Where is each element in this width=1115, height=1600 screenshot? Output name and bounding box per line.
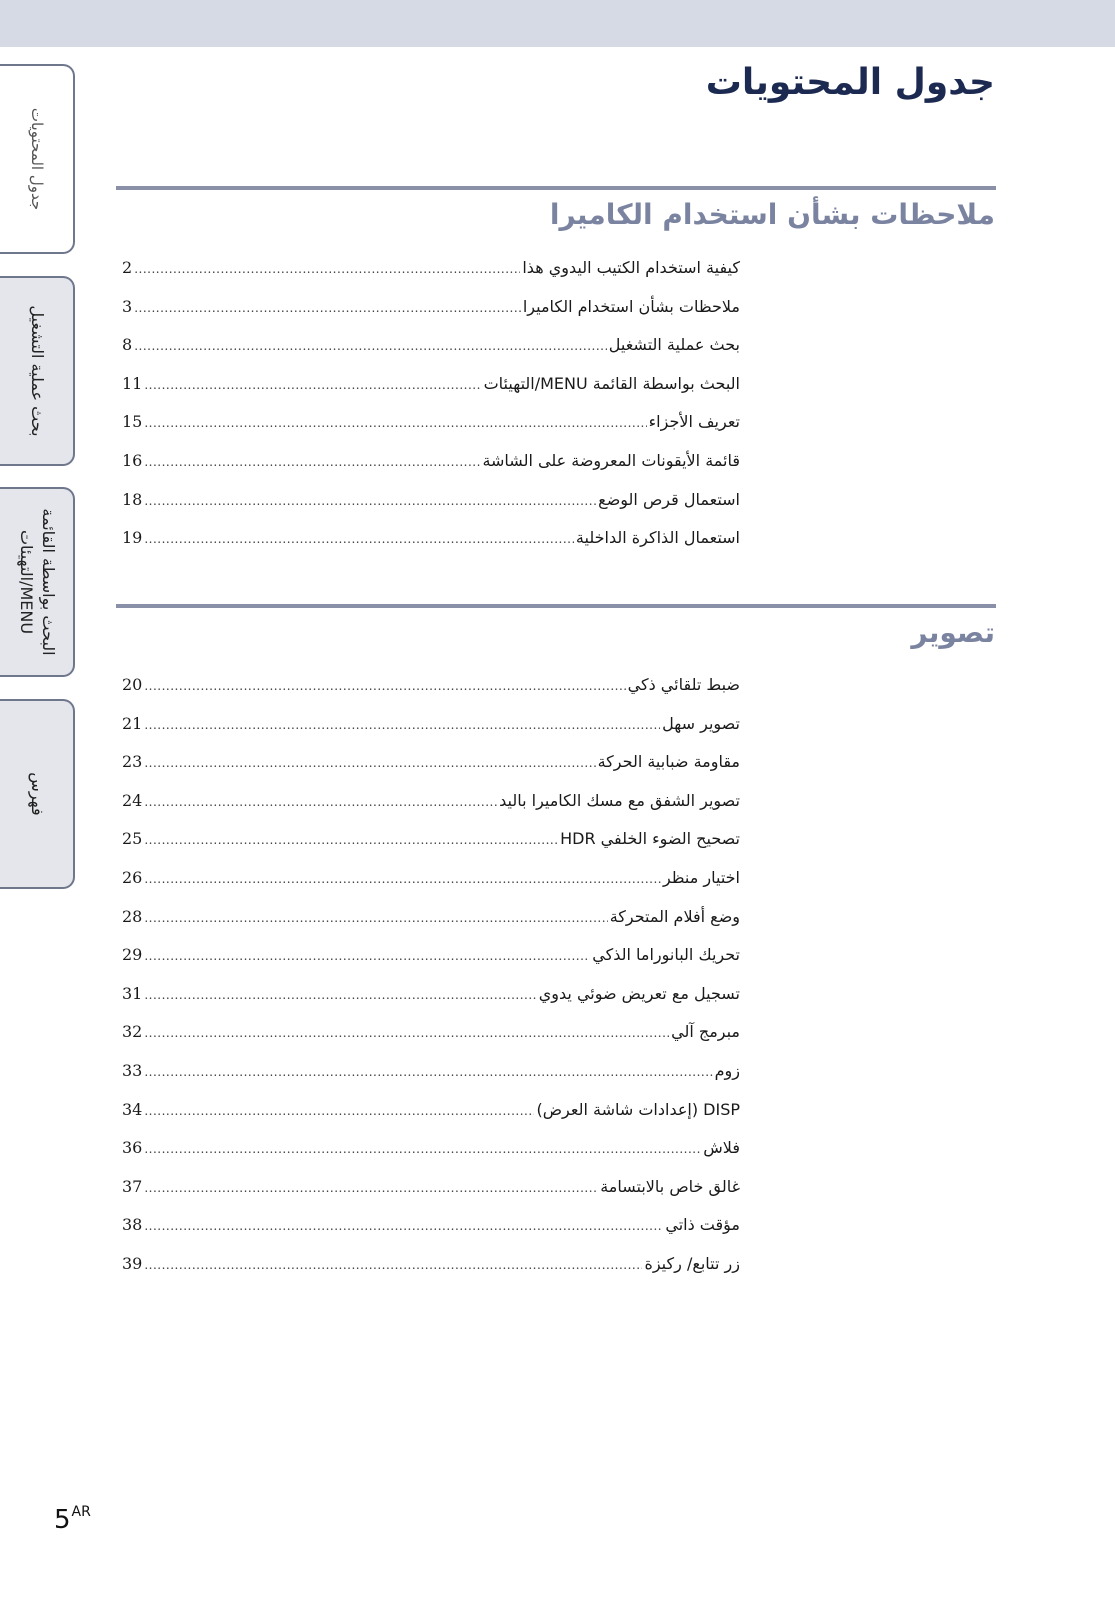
toc-entry-label: تصوير الشفق مع مسك الكاميرا باليد: [499, 790, 740, 810]
toc-entry-label: ملاحظات بشأن استخدام الكاميرا: [522, 296, 740, 316]
toc-entry[interactable]: [122, 859, 740, 898]
dot-leader: [144, 520, 574, 559]
section-heading-shooting: تصوير: [911, 616, 995, 649]
toc-entry-label: البحث بواسطة القائمة MENU/التهيئات: [483, 373, 740, 393]
dot-leader: [144, 744, 595, 783]
dot-leader: [144, 404, 646, 443]
toc-entry-label: غالق خاص بالابتسامة: [600, 1176, 740, 1196]
toc-entry-label: استعمال قرص الوضع: [598, 489, 740, 509]
toc-entry[interactable]: [122, 481, 740, 520]
toc-entry-label: فلاش: [703, 1138, 740, 1158]
page-number-suffix: AR: [71, 1504, 91, 1520]
section-divider: [116, 604, 996, 608]
toc-entry-label: وضع أفلام المتحركة: [609, 906, 740, 926]
toc-entry[interactable]: [122, 442, 740, 481]
side-tab-label: بحث عملية التشغيل: [27, 305, 47, 437]
toc-entry[interactable]: [122, 782, 740, 821]
toc-entry-page: 25: [122, 829, 143, 849]
toc-entry[interactable]: [122, 288, 740, 327]
toc-entry[interactable]: [122, 1013, 740, 1052]
toc-entry[interactable]: [122, 1052, 740, 1091]
side-tab-operation-search[interactable]: [0, 276, 75, 466]
page-number: [54, 1504, 91, 1535]
toc-entry-page: 37: [122, 1176, 143, 1196]
toc-entry-label: مقاومة ضبابية الحركة: [597, 752, 740, 772]
toc-entry-page: 8: [122, 335, 133, 355]
toc-entry[interactable]: [122, 365, 740, 404]
side-tab-label: جدول المحتويات: [27, 107, 46, 211]
toc-entry-page: 2: [122, 258, 133, 277]
toc-entry-label: تحريك البانوراما الذكي: [592, 945, 740, 965]
toc-entry-page: 24: [122, 790, 143, 810]
toc-entry[interactable]: [122, 1245, 740, 1284]
toc-entry-label: استعمال الذاكرة الداخلية: [575, 528, 740, 548]
toc-entry-page: 29: [122, 945, 143, 965]
toc-entry-page: 16: [122, 450, 143, 470]
toc-entry[interactable]: [122, 1206, 740, 1245]
toc-entry-page: 20: [122, 675, 143, 694]
dot-leader: [144, 821, 558, 860]
dot-leader: [144, 860, 661, 899]
toc-entry-page: 32: [122, 1022, 143, 1042]
toc-entry-page: 18: [122, 489, 143, 509]
page-number-value: 5: [54, 1505, 71, 1535]
toc-entry-label: ضبط تلقائي ذكي: [627, 675, 740, 694]
toc-entry-label: مؤقت ذاتي: [665, 1215, 740, 1235]
toc-entry-page: 33: [122, 1060, 143, 1080]
toc-entry[interactable]: [122, 1129, 740, 1168]
side-tab-label-line-1: البحث بواسطة القائمة: [38, 508, 58, 656]
dot-leader: [134, 289, 521, 328]
dot-leader: [144, 1092, 534, 1131]
section-heading-notes: ملاحظات بشأن استخدام الكاميرا: [549, 198, 995, 231]
dot-leader: [144, 443, 480, 482]
toc-entry[interactable]: [122, 705, 740, 744]
dot-leader: [134, 327, 607, 366]
dot-leader: [144, 706, 660, 745]
toc-entry[interactable]: [122, 326, 740, 365]
side-tab-contents[interactable]: [0, 64, 75, 254]
section-divider: [116, 186, 996, 190]
toc-entry-label: تسجيل مع تعريض ضوئي يدوي: [538, 983, 740, 1003]
side-tab-index[interactable]: [0, 699, 75, 889]
dot-leader: [144, 482, 596, 521]
toc-entry-page: 26: [122, 867, 143, 887]
toc-entry[interactable]: [122, 975, 740, 1014]
toc-entry-page: 19: [122, 528, 143, 548]
side-tab-label-line-2: MENU/التهيئات: [16, 529, 36, 635]
toc-entry-page: 3: [122, 296, 133, 316]
toc-entry-label: تصوير سهل: [662, 713, 740, 733]
toc-entry-label: زر تتابع/ ركيزة: [644, 1253, 740, 1273]
toc-entry-page: 39: [122, 1253, 143, 1273]
toc-entry-page: 23: [122, 752, 143, 772]
toc-entry-page: 38: [122, 1215, 143, 1235]
dot-leader: [144, 1130, 701, 1169]
toc-entry-page: 28: [122, 906, 143, 926]
dot-leader: [144, 366, 481, 405]
toc-entry[interactable]: [122, 403, 740, 442]
dot-leader: [144, 1053, 712, 1092]
toc-entry[interactable]: [122, 249, 740, 288]
toc-entry-label: كيفية استخدام الكتيب اليدوي هذا: [522, 258, 740, 277]
dot-leader: [144, 1014, 669, 1053]
toc-entry-label: قائمة الأيقونات المعروضة على الشاشة: [482, 450, 740, 470]
toc-entry[interactable]: [122, 1091, 740, 1130]
toc-entry-label: اختيار منظر: [662, 867, 740, 887]
top-band: [0, 0, 1115, 47]
toc-entry[interactable]: [122, 820, 740, 859]
dot-leader: [144, 1169, 598, 1208]
toc-entry[interactable]: [122, 519, 740, 558]
toc-list-shooting: [122, 666, 740, 1284]
page-title: جدول المحتويات: [705, 62, 995, 103]
dot-leader: [144, 667, 625, 706]
dot-leader: [144, 937, 590, 976]
toc-entry-label: زوم: [714, 1060, 740, 1080]
toc-entry[interactable]: [122, 898, 740, 937]
toc-entry-page: 31: [122, 983, 143, 1003]
toc-entry-label: بحث عملية التشغيل: [608, 335, 740, 355]
toc-entry-page: 36: [122, 1138, 143, 1158]
toc-entry-label: DISP (إعدادات شاشة العرض): [536, 1099, 740, 1119]
dot-leader: [144, 1246, 642, 1285]
dot-leader: [134, 250, 520, 289]
toc-entry-page: 34: [122, 1099, 143, 1119]
dot-leader: [144, 976, 536, 1015]
toc-entry-page: 11: [122, 373, 143, 393]
toc-entry-label: مبرمج آلي: [671, 1022, 740, 1042]
toc-entry[interactable]: [122, 743, 740, 782]
toc-entry-page: 21: [122, 713, 143, 733]
toc-entry[interactable]: [122, 936, 740, 975]
side-tab-label: فهرس: [27, 772, 47, 816]
toc-list-notes: [122, 249, 740, 558]
dot-leader: [144, 1207, 663, 1246]
dot-leader: [144, 783, 497, 822]
dot-leader: [144, 899, 607, 938]
side-tab-menu-search[interactable]: [0, 487, 75, 677]
toc-entry[interactable]: [122, 1168, 740, 1207]
toc-entry-label: تعريف الأجزاء: [648, 412, 740, 432]
toc-entry-label: تصحيح الضوء الخلفي HDR: [560, 829, 740, 849]
toc-entry[interactable]: [122, 666, 740, 705]
toc-entry-page: 15: [122, 412, 143, 432]
